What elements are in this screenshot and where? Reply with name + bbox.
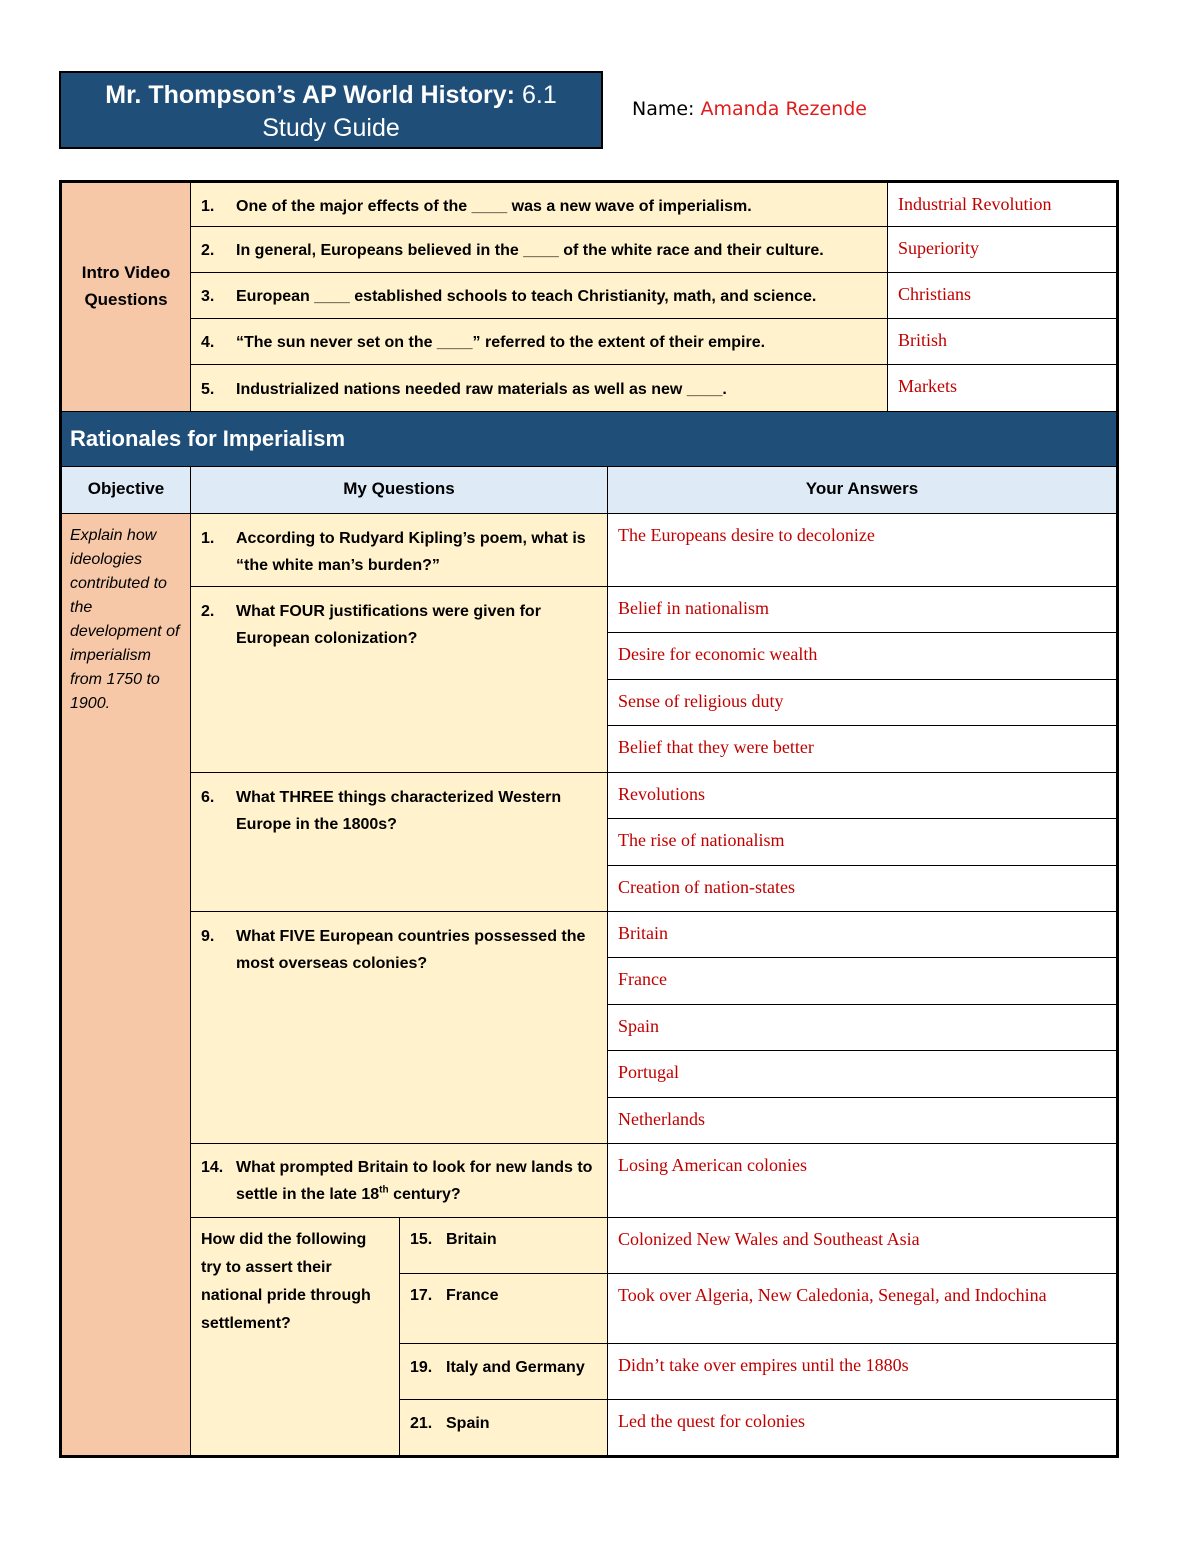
answer-6c: Creation of nation-states [607, 865, 1119, 912]
answer-9d: Portugal [607, 1050, 1119, 1098]
item-label: Italy and Germany [446, 1359, 585, 1376]
name-label: Name: [632, 98, 695, 120]
pride-item-britain [399, 1217, 608, 1274]
item-number: 15. [410, 1231, 433, 1248]
title-bold: Mr. Thompson’s AP World History: [105, 81, 516, 109]
title-line-1 [61, 79, 601, 111]
intro-label-line-1: Intro Video [81, 263, 171, 282]
pride-item-france [399, 1273, 608, 1344]
item-number: 17. [410, 1287, 433, 1304]
intro-q-text: European ____ established schools to teach Christianity, math, and science. [236, 288, 817, 305]
item-label: Britain [446, 1231, 497, 1248]
pride-answer-italy-germany: Didn’t take over empires until the 1880s [607, 1343, 1119, 1400]
answer-9c: Spain [607, 1004, 1119, 1051]
intro-question-5 [190, 364, 888, 412]
name-value: Amanda Rezende [700, 98, 867, 120]
national-pride-prompt: How did the following try to assert their national pride through settlement? [190, 1217, 400, 1458]
answer-2b: Desire for economic wealth [607, 632, 1119, 680]
intro-q-num: 2. [201, 242, 215, 259]
question-text: What FOUR justifications were given for European colonization? [236, 603, 541, 647]
intro-q-text: One of the major effects of the ____ was a new wave of imperialism. [236, 198, 752, 215]
question-14 [190, 1143, 608, 1218]
question-text [236, 1154, 599, 1208]
unit-number: 6.1 [521, 81, 557, 109]
question-number: 6. [201, 789, 215, 806]
answer-6b: The rise of nationalism [607, 818, 1119, 866]
pride-answer-britain: Colonized New Wales and Southeast Asia [607, 1217, 1119, 1274]
intro-q-text: In general, Europeans believed in the ____ of the white race and their culture. [236, 242, 824, 259]
question-text: What THREE things characterized Western Europe in the 1800s? [236, 789, 562, 833]
question-number: 2. [201, 603, 215, 620]
intro-q-num: 5. [201, 381, 215, 398]
question-text: According to Rudyard Kipling’s poem, what is “the white man’s burden?” [236, 530, 586, 574]
question-number: 14. [201, 1159, 224, 1176]
item-label: France [446, 1287, 499, 1304]
question-9 [190, 911, 608, 1144]
title-line-2: Study Guide [262, 114, 400, 142]
intro-q-num: 3. [201, 288, 215, 305]
question-2 [190, 586, 608, 773]
item-label: Spain [446, 1415, 490, 1432]
answer-14: Losing American colonies [607, 1143, 1119, 1218]
question-number: 1. [201, 530, 215, 547]
intro-q-num: 1. [201, 198, 215, 215]
student-name [632, 98, 867, 120]
intro-question-1 [190, 180, 888, 227]
answer-9a: Britain [607, 911, 1119, 958]
question-text: What FIVE European countries possessed the most overseas colonies? [236, 928, 586, 972]
pride-answer-france: Took over Algeria, New Caledonia, Senegal, and Indochina [607, 1273, 1119, 1344]
intro-answer-4: British [887, 318, 1119, 365]
question-number: 9. [201, 928, 215, 945]
superscript: th [379, 1184, 389, 1196]
objective-header: Objective [59, 466, 191, 514]
intro-question-2 [190, 226, 888, 273]
answer-9e: Netherlands [607, 1097, 1119, 1144]
intro-q-text: “The sun never set on the ____” referred to the extent of their empire. [236, 334, 766, 351]
your-answers-header: Your Answers [607, 466, 1119, 514]
question-text-part: What prompted Britain to look for new lands to settle in the late 18 [236, 1159, 593, 1203]
item-number: 19. [410, 1359, 433, 1376]
intro-answer-5: Markets [887, 364, 1119, 412]
objective-text: Explain how ideologies contributed to the development of imperialism from 1750 to 1900. [59, 513, 191, 1458]
intro-question-3 [190, 272, 888, 319]
intro-label-cell [59, 180, 191, 412]
intro-question-4 [190, 318, 888, 365]
title-box [59, 71, 603, 149]
answer-1: The Europeans desire to decolonize [607, 513, 1119, 587]
intro-label-line-2: Questions [84, 290, 168, 309]
pride-item-spain [399, 1399, 608, 1458]
intro-q-num: 4. [201, 334, 215, 351]
intro-answer-1: Industrial Revolution [887, 180, 1119, 227]
answer-2c: Sense of religious duty [607, 679, 1119, 726]
item-number: 21. [410, 1415, 433, 1432]
intro-q-text: Industrialized nations needed raw materials as well as new ____. [236, 381, 727, 398]
section-title: Rationales for Imperialism [59, 411, 1119, 467]
question-1 [190, 513, 608, 587]
intro-answer-3: Christians [887, 272, 1119, 319]
question-text-part: century? [388, 1186, 461, 1203]
answer-6a: Revolutions [607, 772, 1119, 819]
answer-2d: Belief that they were better [607, 725, 1119, 773]
question-6 [190, 772, 608, 912]
answer-2a: Belief in nationalism [607, 586, 1119, 633]
pride-item-italy-germany [399, 1343, 608, 1400]
intro-answer-2: Superiority [887, 226, 1119, 273]
answer-9b: France [607, 957, 1119, 1005]
pride-answer-spain: Led the quest for colonies [607, 1399, 1119, 1458]
my-questions-header: My Questions [190, 466, 608, 514]
